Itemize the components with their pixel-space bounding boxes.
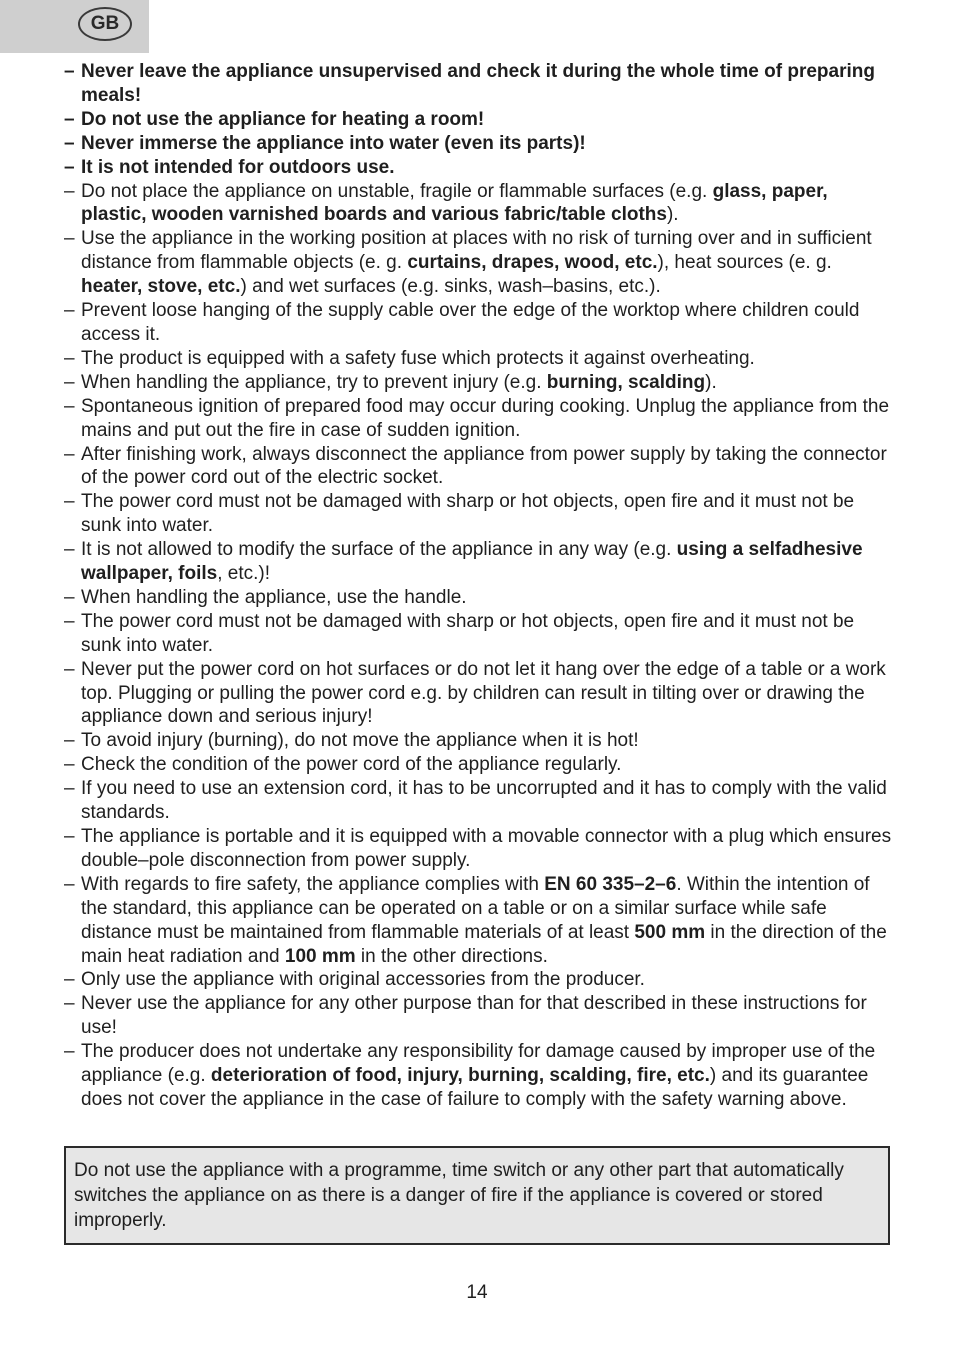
emphasis-text: 500 mm — [634, 921, 706, 943]
rule-text: With regards to fire safety, the appliance complies with — [81, 873, 545, 895]
rule-text: ). — [666, 204, 679, 226]
emphasis-text: deterioration of food, injury, burning, scalding, fire, etc. — [210, 1065, 710, 1087]
rule-text: , etc.)! — [217, 563, 271, 585]
safety-rule-item — [64, 347, 894, 371]
safety-rule-item — [64, 753, 894, 777]
safety-rule-item — [64, 490, 894, 538]
safety-rule-item — [64, 180, 894, 228]
safety-rule-item — [64, 873, 894, 969]
rule-text: ) and its guarantee does not cover the appliance in the case of failure to comply with the safety warning above. — [81, 1065, 869, 1110]
safety-rules-list — [64, 60, 894, 1112]
page-number: 14 — [466, 1282, 488, 1303]
rule-text: To avoid injury (burning), do not move the appliance when it is hot! — [81, 730, 639, 752]
rule-text: When handling the appliance, use the handle. — [81, 586, 467, 608]
rule-text: The producer does not undertake any responsibility for damage caused by improper use of the appliance (e.g. — [81, 1041, 876, 1087]
emphasis-text: It is not intended for outdoors use. — [81, 156, 395, 178]
rule-text: Do not place the appliance on unstable, fragile or flammable surfaces (e.g. — [81, 180, 713, 202]
safety-rule-item — [64, 968, 894, 992]
rule-text: ) and wet surfaces (e.g. sinks, wash–basins, etc.). — [240, 276, 661, 298]
safety-rule-item — [64, 658, 894, 730]
safety-rule-item — [64, 132, 894, 156]
language-badge: GB — [78, 7, 132, 41]
emphasis-text: 100 mm — [284, 945, 356, 967]
safety-rule-item — [64, 610, 894, 658]
safety-rule-item — [64, 777, 894, 825]
safety-rule-item — [64, 729, 894, 753]
emphasis-text: EN 60 335–2–6 — [544, 873, 677, 895]
safety-rule-item — [64, 825, 894, 873]
safety-rule-item — [64, 443, 894, 491]
rule-text: It is not allowed to modify the surface of the appliance in any way (e.g. — [81, 539, 677, 561]
rule-text: When handling the appliance, try to prevent injury (e.g. — [81, 371, 547, 393]
language-tab — [0, 0, 149, 53]
safety-instructions — [64, 60, 894, 1112]
rule-text: Check the condition of the power cord of the appliance regularly. — [81, 754, 622, 776]
rule-text: If you need to use an extension cord, it has to be uncorrupted and it has to comply with the valid standards. — [81, 778, 887, 824]
rule-text: The power cord must not be damaged with sharp or hot objects, open fire and it must not be sunk into water. — [81, 491, 855, 537]
rule-text: ), heat sources (e. g. — [657, 252, 832, 274]
safety-rule-item — [64, 299, 894, 347]
safety-rule-item — [64, 156, 894, 180]
rule-text: Spontaneous ignition of prepared food may occur during cooking. Unplug the appliance from the mains and put out the fire in case of sudden ignition. — [81, 395, 890, 441]
safety-rule-item — [64, 1040, 894, 1112]
safety-rule-item — [64, 371, 894, 395]
rule-text: Only use the appliance with original accessories from the producer. — [81, 969, 645, 991]
emphasis-text: using a selfadhesive wallpaper, foils — [81, 539, 863, 585]
rule-text: Prevent loose hanging of the supply cable over the edge of the worktop where children could access it. — [81, 300, 860, 345]
emphasis-text: heater, stove, etc. — [81, 276, 241, 298]
safety-rule-item — [64, 538, 894, 586]
emphasis-text: Never immerse the appliance into water (even its parts)! — [81, 132, 586, 154]
safety-rule-item — [64, 586, 894, 610]
rule-text: ). — [705, 371, 717, 393]
rule-text: in the other directions. — [355, 945, 548, 967]
rule-text: Use the appliance in the working position at places with no risk of turning over and in sufficient distance from flammable objects (e. g. — [81, 228, 872, 274]
rule-text: Never put the power cord on hot surfaces or do not let it hang over the edge of a table or a work top. Plugging or pulling the power cord e.g. by children can result in tilting over or drawing the appliance down and serious injury! — [81, 658, 886, 728]
emphasis-text: burning, scalding — [546, 371, 706, 393]
emphasis-text: Do not use the appliance for heating a room! — [81, 108, 485, 130]
safety-rule-item — [64, 395, 894, 443]
emphasis-text: glass, paper, plastic, wooden varnished boards and various fabric/table cloths — [81, 180, 828, 226]
safety-rule-item — [64, 227, 894, 299]
fire-warning-notice: Do not use the appliance with a programme, time switch or any other part that automatically switches the appliance on as there is a danger of fire if the appliance is covered or stored improperly. — [64, 1146, 890, 1245]
rule-text: After finishing work, always disconnect the appliance from power supply by taking the connector of the power cord out of the electric socket. — [81, 443, 887, 489]
safety-rule-item — [64, 992, 894, 1040]
safety-rule-item — [64, 60, 894, 108]
emphasis-text: Never leave the appliance unsupervised and check it during the whole time of preparing meals! — [81, 61, 875, 106]
rule-text: Never use the appliance for any other purpose than for that described in these instructions for use! — [81, 993, 867, 1039]
emphasis-text: curtains, drapes, wood, etc. — [407, 252, 658, 274]
rule-text: in the direction of the main heat radiation and — [81, 921, 887, 967]
safety-rule-item — [64, 108, 894, 132]
rule-text: . Within the intention of the standard, this appliance can be operated on a table or on a similar surface while safe distance must be maintained from flammable materials of at least — [81, 873, 870, 943]
rule-text: The appliance is portable and it is equipped with a movable connector with a plug which ensures double–pole disconnection from power supply. — [81, 826, 892, 871]
rule-text: The power cord must not be damaged with sharp or hot objects, open fire and it must not be sunk into water. — [81, 610, 855, 656]
rule-text: The product is equipped with a safety fuse which protects it against overheating. — [81, 347, 755, 369]
